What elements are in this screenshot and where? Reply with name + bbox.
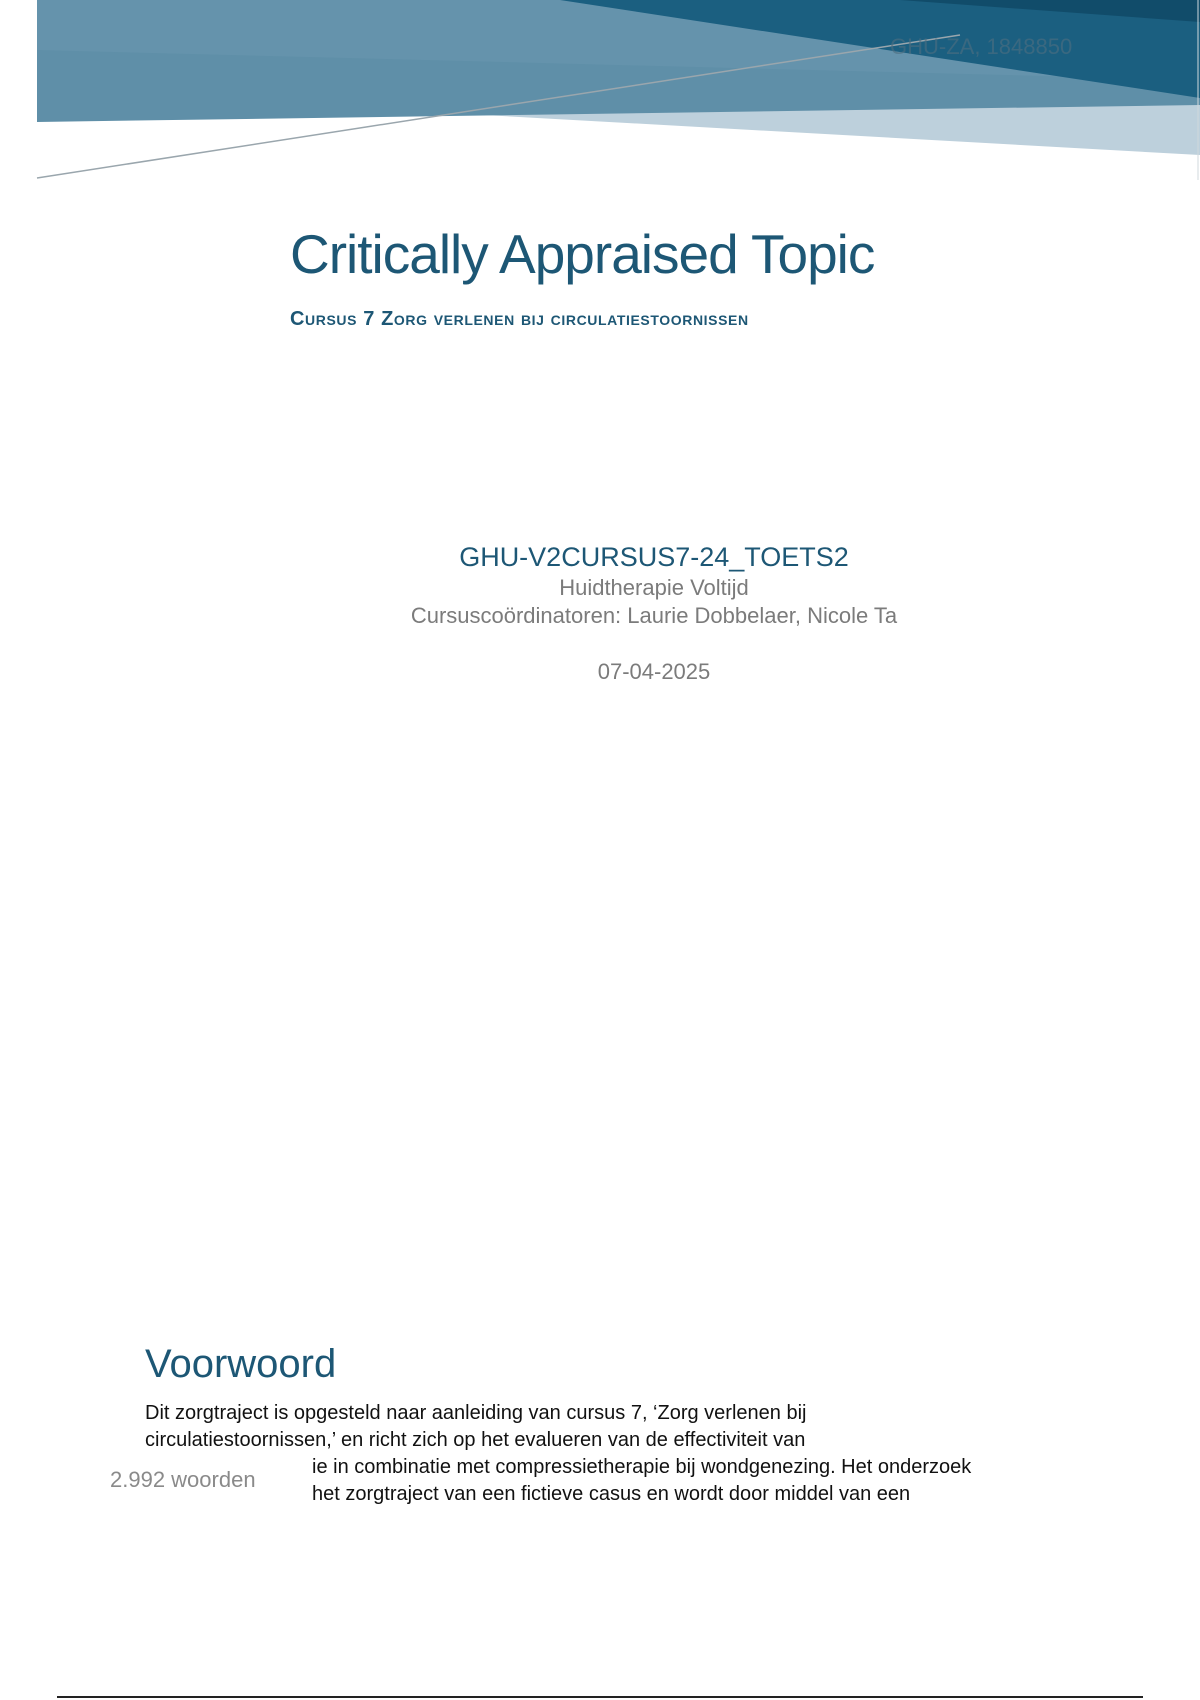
course-code: GHU-V2CURSUS7-24_TOETS2 (459, 542, 849, 572)
preface-line: ie in combinatie met compressietherapie bij wondgenezing. Het onderzoek (312, 1456, 972, 1478)
preface-heading: Voorwoord (145, 1342, 337, 1386)
footer-rule (57, 1696, 1143, 1698)
cover-date: 07-04-2025 (597, 659, 711, 684)
course-coordinators: Cursuscoördinatoren: Laurie Dobbelaer, Nicole Ta (410, 603, 898, 628)
program-name: Huidtherapie Voltijd (559, 575, 749, 600)
cover-meta (0, 540, 1200, 686)
word-count-badge: 2.992 woorden (100, 1458, 312, 1502)
preface-line: het zorgtraject van een fictieve casus en wordt door middel van een (312, 1483, 911, 1505)
cover-title: Critically Appraised Topic (290, 223, 875, 285)
preface-line: Dit zorgtraject is opgesteld naar aanleiding van cursus 7, ‘Zorg verlenen bij (145, 1402, 807, 1424)
header-banner (0, 0, 1200, 190)
document-id: GHU-ZA, 1848850 (890, 34, 1073, 59)
preface-line: circulatiestoornissen,’ en richt zich op het evalueren van de effectiviteit van (145, 1429, 806, 1451)
cover-subtitle: Cursus 7 Zorg verlenen bij circulatiestoornissen (290, 308, 749, 330)
